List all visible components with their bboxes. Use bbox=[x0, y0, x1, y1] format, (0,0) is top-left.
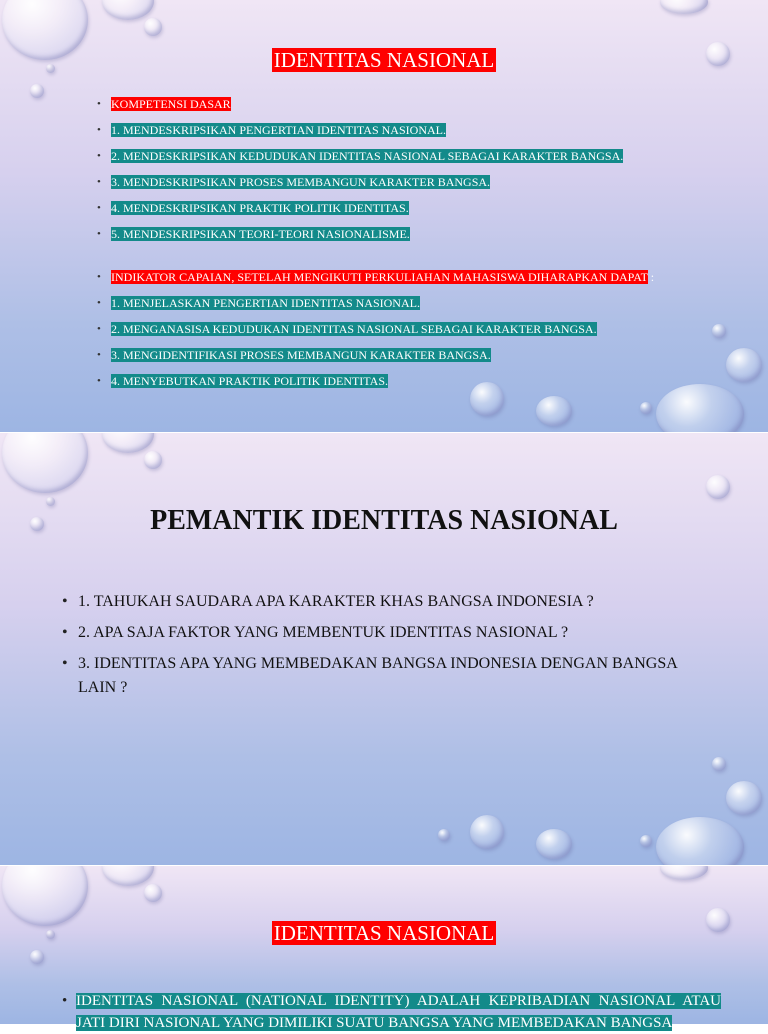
slide-title: PEMANTIK IDENTITAS NASIONAL bbox=[150, 505, 618, 536]
slide-identitas-nasional-kompetensi bbox=[0, 0, 768, 432]
indikator-heading: INDIKATOR CAPAIAN, SETELAH MENGIKUTI PERKULIAHAN MAHASISWA DIHARAPKAN DAPAT bbox=[111, 270, 648, 284]
slide-title-text: IDENTITAS NASIONAL bbox=[273, 48, 495, 72]
water-drop-decoration bbox=[144, 18, 162, 36]
list-item bbox=[97, 148, 657, 165]
water-drop-decoration bbox=[706, 475, 730, 499]
list-item bbox=[97, 269, 657, 286]
water-drop-decoration bbox=[102, 0, 154, 20]
water-drop-decoration bbox=[640, 402, 652, 414]
list-item bbox=[97, 174, 657, 191]
list-item: • 3. IDENTITAS APA YANG MEMBEDAKAN BANGSA INDONESIA DENGAN BANGSA LAIN ? bbox=[62, 652, 712, 700]
list-item: • 1. TAHUKAH SAUDARA APA KARAKTER KHAS BANGSA INDONESIA ? bbox=[62, 590, 712, 614]
water-drop-decoration bbox=[726, 781, 762, 815]
list-item bbox=[97, 373, 657, 390]
water-drop-decoration bbox=[438, 829, 450, 841]
list-item bbox=[97, 295, 657, 312]
water-drop-decoration bbox=[144, 451, 162, 469]
kompetensi-item: 2. MENDESKRIPSIKAN KEDUDUKAN IDENTITAS NASIONAL SEBAGAI KARAKTER BANGSA. bbox=[111, 149, 624, 163]
definition-paragraph bbox=[62, 990, 721, 1034]
water-drop-decoration bbox=[660, 0, 708, 14]
list-item bbox=[97, 347, 657, 364]
kompetensi-item: 3. MENDESKRIPSIKAN PROSES MEMBANGUN KARAKTER BANGSA. bbox=[111, 175, 491, 189]
list-item bbox=[97, 96, 657, 113]
indikator-item: 4. MENYEBUTKAN PRAKTIK POLITIK IDENTITAS. bbox=[111, 374, 389, 388]
water-drop-decoration bbox=[712, 324, 726, 338]
slide-title bbox=[0, 920, 768, 946]
list-item bbox=[97, 200, 657, 217]
water-drop-decoration bbox=[536, 829, 572, 859]
indikator-item: 2. MENGANASISA KEDUDUKAN IDENTITAS NASIONAL SEBAGAI KARAKTER BANGSA. bbox=[111, 322, 597, 336]
kompetensi-item: 4. MENDESKRIPSIKAN PRAKTIK POLITIK IDENTITAS. bbox=[111, 201, 409, 215]
definition-text: IDENTITAS NASIONAL (NATIONAL IDENTITY) ADALAH KEPRIBADIAN NASIONAL ATAU JATI DIRI NASIONAL YANG DIMILIKI SUATU BANGSA YANG MEMBEDAKAN BANGSA bbox=[76, 993, 721, 1031]
water-drop-decoration bbox=[656, 817, 744, 865]
water-drop-decoration bbox=[102, 866, 154, 886]
water-drop-decoration bbox=[2, 866, 88, 926]
water-drop-decoration bbox=[660, 866, 708, 880]
water-drop-decoration bbox=[712, 757, 726, 771]
water-drop-decoration bbox=[536, 396, 572, 426]
water-drop-decoration bbox=[144, 884, 162, 902]
list-item: • 2. APA SAJA FAKTOR YANG MEMBENTUK IDENTITAS NASIONAL ? bbox=[62, 621, 712, 645]
water-drop-decoration bbox=[30, 84, 44, 98]
slide-title bbox=[0, 47, 768, 73]
slide-title-text: IDENTITAS NASIONAL bbox=[273, 921, 495, 945]
indikator-suffix: : bbox=[647, 270, 655, 284]
kompetensi-item: 5. MENDESKRIPSIKAN TEORI-TEORI NASIONALISME. bbox=[111, 227, 410, 241]
kompetensi-list bbox=[97, 96, 657, 399]
list-item bbox=[97, 226, 657, 243]
water-drop-decoration bbox=[656, 384, 744, 432]
water-drop-decoration bbox=[640, 835, 652, 847]
question-list bbox=[62, 590, 712, 707]
kompetensi-heading: KOMPETENSI DASAR bbox=[111, 97, 231, 111]
water-drop-decoration bbox=[726, 348, 762, 382]
water-drop-decoration bbox=[470, 815, 504, 849]
water-drop-decoration bbox=[102, 433, 154, 453]
indikator-item: 3. MENGIDENTIFIKASI PROSES MEMBANGUN KARAKTER BANGSA. bbox=[111, 348, 491, 362]
list-item bbox=[97, 321, 657, 338]
kompetensi-item: 1. MENDESKRIPSIKAN PENGERTIAN IDENTITAS NASIONAL. bbox=[111, 123, 446, 137]
list-item bbox=[97, 122, 657, 139]
water-drop-decoration bbox=[30, 950, 44, 964]
water-drop-decoration bbox=[2, 433, 88, 493]
indikator-item: 1. MENJELASKAN PENGERTIAN IDENTITAS NASIONAL. bbox=[111, 296, 420, 310]
